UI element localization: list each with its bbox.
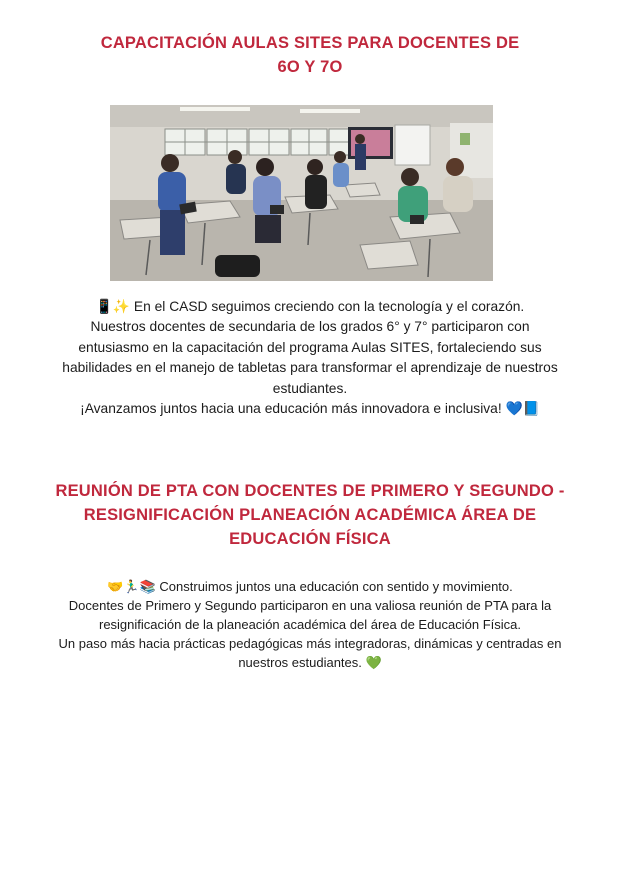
section1-title-line: 6O Y 7O bbox=[277, 58, 343, 76]
section2-line: 🤝🏃‍♂️📚 Construimos juntos una educación con sentido y movimiento. bbox=[107, 579, 513, 594]
section2-line: resignificación de la planeación académica del área de Educación Física. bbox=[98, 617, 522, 632]
section1-title-line: CAPACITACIÓN AULAS SITES PARA DOCENTES DE bbox=[100, 34, 520, 52]
section1-line: 📱✨ En el CASD seguimos creciendo con la tecnología y el corazón. bbox=[95, 299, 525, 314]
section1-line: habilidades en el manejo de tabletas para transformar el aprendizaje de nuestros bbox=[62, 360, 558, 376]
section1-line: estudiantes. bbox=[272, 380, 348, 396]
classroom-photo bbox=[110, 105, 493, 281]
section2-line: Docentes de Primero y Segundo participaron en una valiosa reunión de PTA para la bbox=[68, 598, 552, 613]
section1-description bbox=[20, 297, 600, 419]
section2-description bbox=[20, 577, 600, 672]
section2-line: nuestros estudiantes. 💚 bbox=[238, 655, 382, 670]
section2-title-line: RESIGNIFICACIÓN PLANEACIÓN ACADÉMICA ÁREA DE bbox=[83, 506, 537, 524]
section2-title-line: REUNIÓN DE PTA CON DOCENTES DE PRIMERO Y SEGUNDO - bbox=[55, 482, 565, 500]
section1-line: entusiasmo en la capacitación del programa Aulas SITES, fortaleciendo sus bbox=[78, 339, 542, 355]
section1-title bbox=[20, 31, 600, 79]
section2-title-line: EDUCACIÓN FÍSICA bbox=[229, 530, 391, 548]
section2-title bbox=[20, 479, 600, 551]
section1-line: ¡Avanzamos juntos hacia una educación más innovadora e inclusiva! 💙📘 bbox=[80, 401, 540, 417]
section2-line: Un paso más hacia prácticas pedagógicas más integradoras, dinámicas y centradas en bbox=[58, 636, 562, 651]
section1-line: Nuestros docentes de secundaria de los grados 6° y 7° participaron con bbox=[90, 319, 530, 335]
